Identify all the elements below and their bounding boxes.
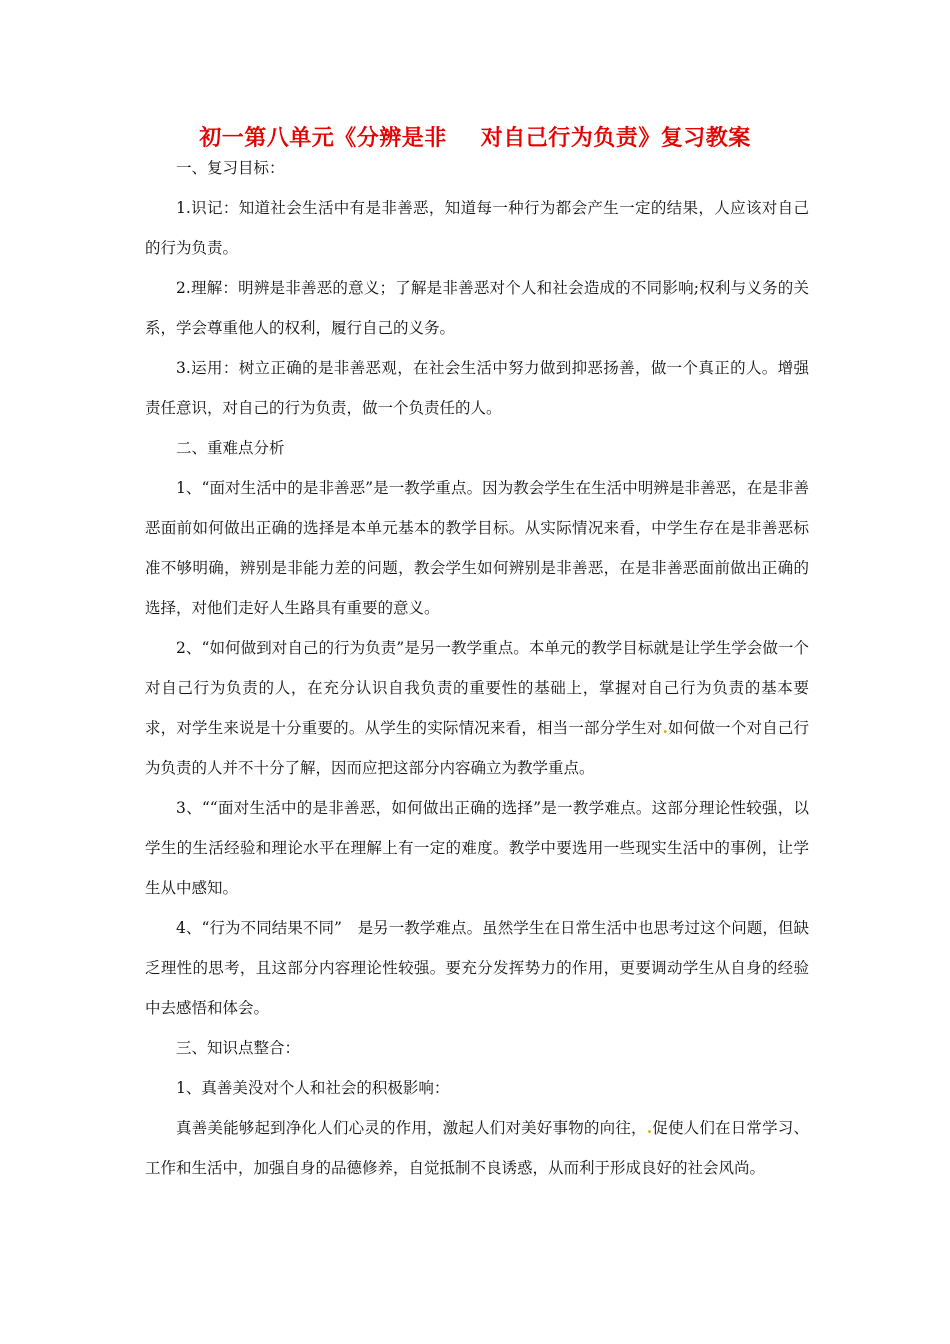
paragraph-goal-understand: 2.理解：明辨是非善恶的意义；了解是非善恶对个人和社会造成的不同影响;权利与义务的关系，学会尊重他人的权利，履行自己的义务。 [145,279,809,337]
section-heading-knowledge: 三、知识点整合： [176,1039,301,1057]
paragraph-knowledge-1: 1、真善美没对个人和社会的积极影响： [176,1079,450,1097]
key-point-2-text-a: 2、“如何做到对自己的行为负责”是另一教学重点。本单元的教学目标就是让学生学会做一个对自己行为负责的人，在充分认识自我负责的重要性的基础上，掌握对自己行为负责的基本要求，对学生来说是十分重要的。从学生的实际情况来看，相当一部分学生对 [145,639,809,737]
paragraph-key-point-2 [145,628,809,788]
paragraph-difficulty-2: 4、“行为不同结果不同” 是另一教学难点。虽然学生在日常生活中也思考过这个问题，但缺乏理性的思考，且这部分内容理论性较强。要充分发挥势力的作用，更要调动学生从自身的经验中去感悟和体会。 [145,919,809,1017]
key-point-2-text-b: 如何做一个对自己行为负责的人并不十分了解，因而应把这部分内容确立为教学重点。 [145,719,809,777]
document-body [145,148,809,1188]
title-part-1: 初一第八单元《分辨是非 [199,125,447,151]
paragraph-key-point-1: 1、“面对生活中的是非善恶”是一教学重点。因为教会学生在生活中明辨是非善恶，在是非善恶面前如何做出正确的选择是本单元基本的教学目标。从实际情况来看，中学生存在是非善恶标准不够明确，辨别是非能力差的问题，教会学生如何辨别是非善恶，在是非善恶面前做出正确的选择，对他们走好人生路具有重要的意义。 [145,479,809,617]
title-part-2: 对自己行为负责》复习教案 [480,125,751,151]
section-heading-key-points: 二、重难点分析 [176,439,285,457]
paragraph-knowledge-detail [145,1108,809,1188]
section-heading-goals: 一、复习目标： [176,159,285,177]
paragraph-goal-memorize: 1.识记：知道社会生活中有是非善恶，知道每一种行为都会产生一定的结果，人应该对自己的行为负责。 [145,199,809,257]
stray-mark: . [662,718,668,737]
stray-mark: . [646,1118,653,1137]
knowledge-detail-text-b: 促使人们在日常学习、工作和生活中，加强自身的品德修养，自觉抵制不良诱惑，从而利于形成良好的社会风尚。 [145,1119,809,1177]
paragraph-difficulty-1: 3、““面对生活中的是非善恶，如何做出正确的选择”是一教学难点。这部分理论性较强，以学生的生活经验和理论水平在理解上有一定的难度。教学中要选用一些现实生活中的事例，让学生从中感知。 [145,799,809,897]
paragraph-goal-apply: 3.运用：树立正确的是非善恶观，在社会生活中努力做到抑恶扬善，做一个真正的人。增强责任意识，对自己的行为负责，做一个负责任的人。 [145,359,809,417]
knowledge-detail-text-a: 真善美能够起到净化人们心灵的作用，激起人们对美好事物的向往， [176,1119,647,1137]
